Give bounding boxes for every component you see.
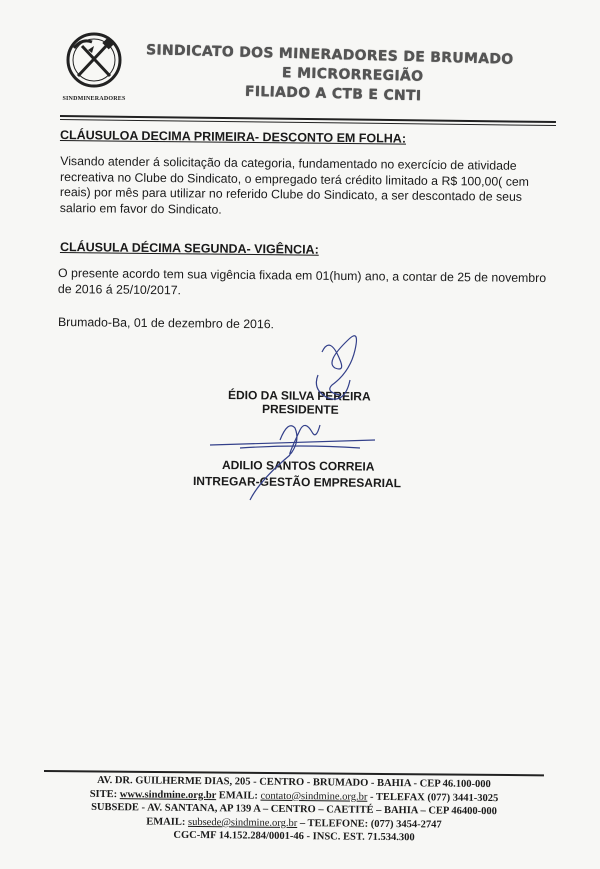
email-link[interactable]: contato@sindmine.org.br (260, 790, 368, 803)
logo-caption: SINDMINERADORES (62, 96, 126, 102)
site-label: SITE: (89, 788, 118, 800)
site-link[interactable]: www.sindmine.org.br (119, 788, 217, 801)
footer-cgc: CGC-MF 14.152.284/0001-46 - INSC. EST. 71.534.300 (173, 829, 415, 844)
clause-11-line: Visando atender á solicitação da categoria, fundamentado no exercício de atividade (60, 154, 517, 173)
clause-12-line: O presente acordo tem sua vigência fixada em 01(hum) ano, a contar de 25 de novembro (58, 266, 547, 286)
footer-address: AV. DR. GUILHERME DIAS, 205 - CENTRO - BRUMADO - BAHIA - CEP 46.100-000 (97, 774, 491, 791)
clause-11-line: salario em favor do Sindicato. (59, 200, 222, 217)
email2-label: EMAIL: (146, 815, 186, 828)
clause-12-text (58, 266, 546, 302)
telefax: - TELEFAX (077) 3441-3025 (369, 791, 499, 804)
place-date: Brumado-Ba, 01 de dezembro de 2016. (57, 315, 275, 332)
signatory-1-role: PRESIDENTE (261, 402, 339, 417)
clause-11-line: recreativa no Clube do Sindicato, o empregado terá crédito limitado a R$ 100,00( cem (60, 169, 530, 189)
clause-11-heading: CLÁUSULOA DECIMA PRIMEIRA- DESCONTO EM FOLHA: (59, 128, 407, 146)
clause-12-line: de 2016 á 25/10/2017. (57, 281, 182, 297)
footer (44, 776, 544, 844)
telefone: – TELEFONE: (077) 3454-2747 (299, 817, 442, 831)
union-name-line1: SINDICATO DOS MINERADORES DE BRUMADO (145, 42, 514, 68)
clause-11-line: reais) por mês para utilizar no referido Clube do Sindicato, a ser descontado de seus (59, 185, 523, 204)
signatory-2-role: INTREGAR-GESTÃO EMPRESARIAL (192, 474, 402, 491)
signatory-1-name: ÉDIO DA SILVA PEREIRA (227, 388, 371, 404)
email-label: EMAIL: (218, 789, 258, 802)
signatory-2-name: ADILIO SANTOS CORREIA (221, 458, 375, 474)
footer-subsede: SUBSEDE - AV. SANTANA, AP 139 A – CENTRO – CAETITÉ – BAHIA – CEP 46400-000 (91, 801, 497, 818)
email2-link[interactable]: subsede@sindmine.org.br (187, 816, 298, 829)
clause-11-text (60, 154, 530, 221)
union-name-line2: E MICRORREGIÃO (281, 65, 424, 85)
clause-12-heading: CLÁUSULA DÉCIMA SEGUNDA- VIGÊNCIA: (59, 240, 319, 257)
affiliation-line: FILIADO A CTB E CNTI (244, 83, 422, 105)
